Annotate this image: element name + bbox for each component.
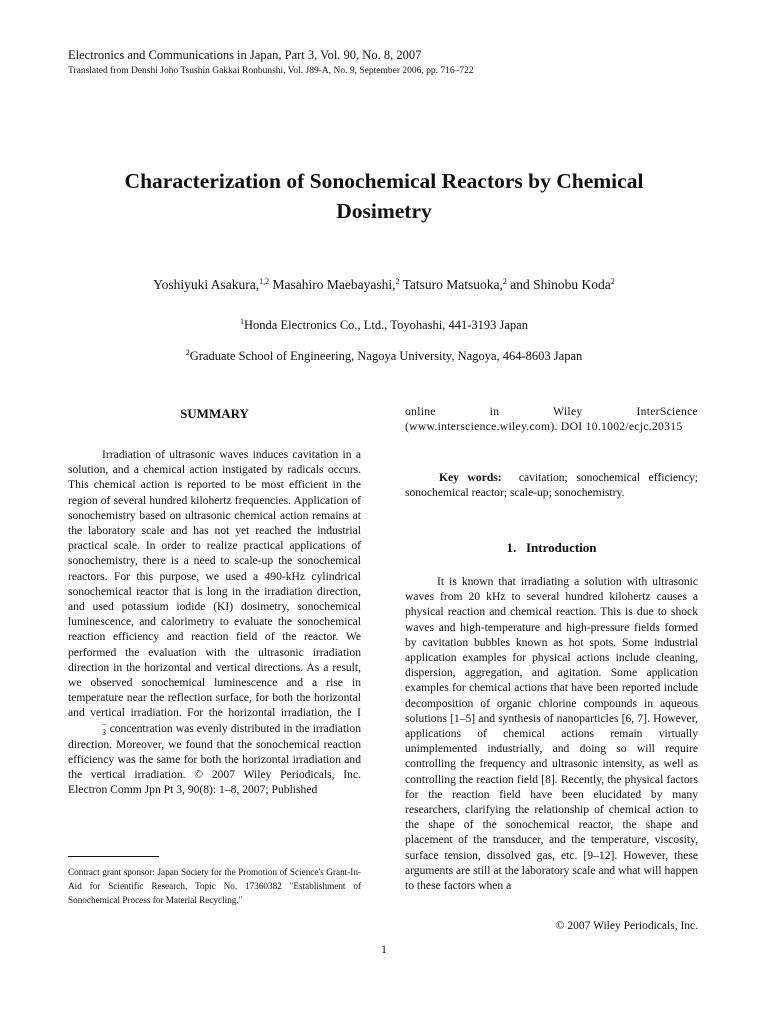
affil-mark: 2	[185, 348, 190, 357]
author-affil-mark: 1,2	[259, 277, 270, 286]
abstract-body	[68, 447, 361, 797]
introduction-paragraph: It is known that irradiating a solution with ultrasonic waves from 20 kHz to several hundred kilohertz causes a physical reaction and chemical reaction. This is due to shock waves and high-temperature and high-pressure fields formed by cavitation bubbles known as hot spots. Some industrial application examples for physical actions include cleaning, dispersion, aggregation, and agitation. Some application examples for chemical actions that have been reported include decomposition of organic chlorine compounds in aqueous solutions [1–5] and synthesis of nanoparticles [6, 7]. However, applications of chemical actions remain virtually unimplemented industrially, and doing so will require controlling the frequency and ultrasonic intensity, as well as controlling the reaction field [8]. Recently, the physical factors for the reaction field have been elucidated by many researchers, clarifying the relationship of chemical action to the shape of the sonochemical reactor, the shape and placement of the transducer, and the temperature, viscosity, surface tension, dissolved gas, etc. [9–12]. However, these arguments are still at the laboratory scale and what will happen to these factors when a	[405, 575, 698, 893]
keywords-text: cavitation; sonochemical efficiency; sonochemical reactor; scale-up; sonochemistry.	[405, 471, 699, 500]
author-name: Yoshiyuki Asakura,	[153, 277, 260, 292]
keywords-paragraph	[405, 470, 698, 500]
keywords-label: Key words:	[439, 471, 502, 484]
affiliation-text: Graduate School of Engineering, Nagoya University, Nagoya, 464-8603 Japan	[189, 349, 583, 363]
affil-mark: 1	[240, 317, 245, 326]
keywords-block	[405, 470, 698, 500]
author-affil-mark: 2	[610, 277, 615, 286]
ion-subscript: 3	[102, 727, 106, 737]
ion-charge: −	[102, 719, 107, 729]
author-name: and Shinobu Koda	[510, 277, 611, 292]
page-number: 1	[381, 944, 387, 956]
affiliation-text: Honda Electronics Co., Ltd., Toyohashi, 441-3193 Japan	[244, 318, 528, 332]
footnote-rule	[68, 856, 159, 857]
introduction-body	[405, 574, 698, 893]
abstract-text-continued: concentration was evenly distributed in the irradiation direction. Moreover, we found that the sonochemical reaction efficiency was the same for both the horizontal irradiation and the vertical irradiation. © 2007 Wiley Periodicals, Inc. Electron Comm Jpn Pt 3, 90(8): 1–8, 2007; Published	[68, 721, 361, 797]
affiliation-2	[0, 348, 768, 364]
author-affil-mark: 2	[502, 277, 507, 286]
ion-symbol: I	[357, 706, 361, 720]
author-name: Masahiro Maebayashi,	[272, 277, 396, 292]
paper-title: Characterization of Sonochemical Reactors by Chemical Dosimetry	[124, 169, 644, 223]
funding-footnote: Contract grant sponsor: Japan Society for the Promotion of Science's Grant-In-Aid for Scientific Research, Topic No. 17360382 "Establishment of Sonochemical Process for Material Recycling."	[68, 867, 361, 905]
journal-citation: Electronics and Communications in Japan, Part 3, Vol. 90, No. 8, 2007	[68, 48, 422, 62]
summary-heading: SUMMARY	[180, 406, 249, 421]
author-name: Tatsuro Matsuoka,	[402, 277, 503, 292]
introduction-heading: 1. Introduction	[506, 540, 597, 555]
author-list	[0, 277, 768, 293]
online-publication-note	[405, 404, 698, 434]
abstract-text: Irradiation of ultrasonic waves induces cavitation in a solution, and a chemical action instigated by radicals occurs. This chemical action is reported to be most efficient in the region of several hundred kilohertz frequencies. Application of sonochemistry based on ultrasonic chemical action remains at the laboratory scale and has not yet reached the industrial practical scale. In order to realize practical applications of sonochemistry, there is a need to scale-up the sonochemical reactors. For this purpose, we used a 490-kHz cylindrical sonochemical reactor that is long in the irradiation direction, and used potassium iodide (KI) dosimetry, sonochemical luminescence, and calorimetry to evaluate the sonochemical reaction efficiency and reaction field of the reactor. We performed the evaluation with the ultrasonic irradiation direction in the horizontal and vertical directions. As a result, we observed sonochemical luminescence and a rise in temperature near the reflection surface, for both the horizontal and vertical irradiation. For the horizontal irradiation, the	[68, 448, 361, 720]
translation-note: Translated from Denshi Joho Tsushin Gakkai Ronbunshi, Vol. J89-A, No. 9, September 2006, pp. 716–722	[68, 66, 474, 76]
copyright-notice: © 2007 Wiley Periodicals, Inc.	[555, 920, 698, 932]
online-text: online in Wiley InterScience (www.interscience.wiley.com). DOI 10.1002/ecjc.20315	[405, 405, 698, 434]
affiliation-1	[0, 317, 768, 333]
abstract-paragraph	[68, 447, 361, 797]
author-affil-mark: 2	[395, 277, 400, 286]
